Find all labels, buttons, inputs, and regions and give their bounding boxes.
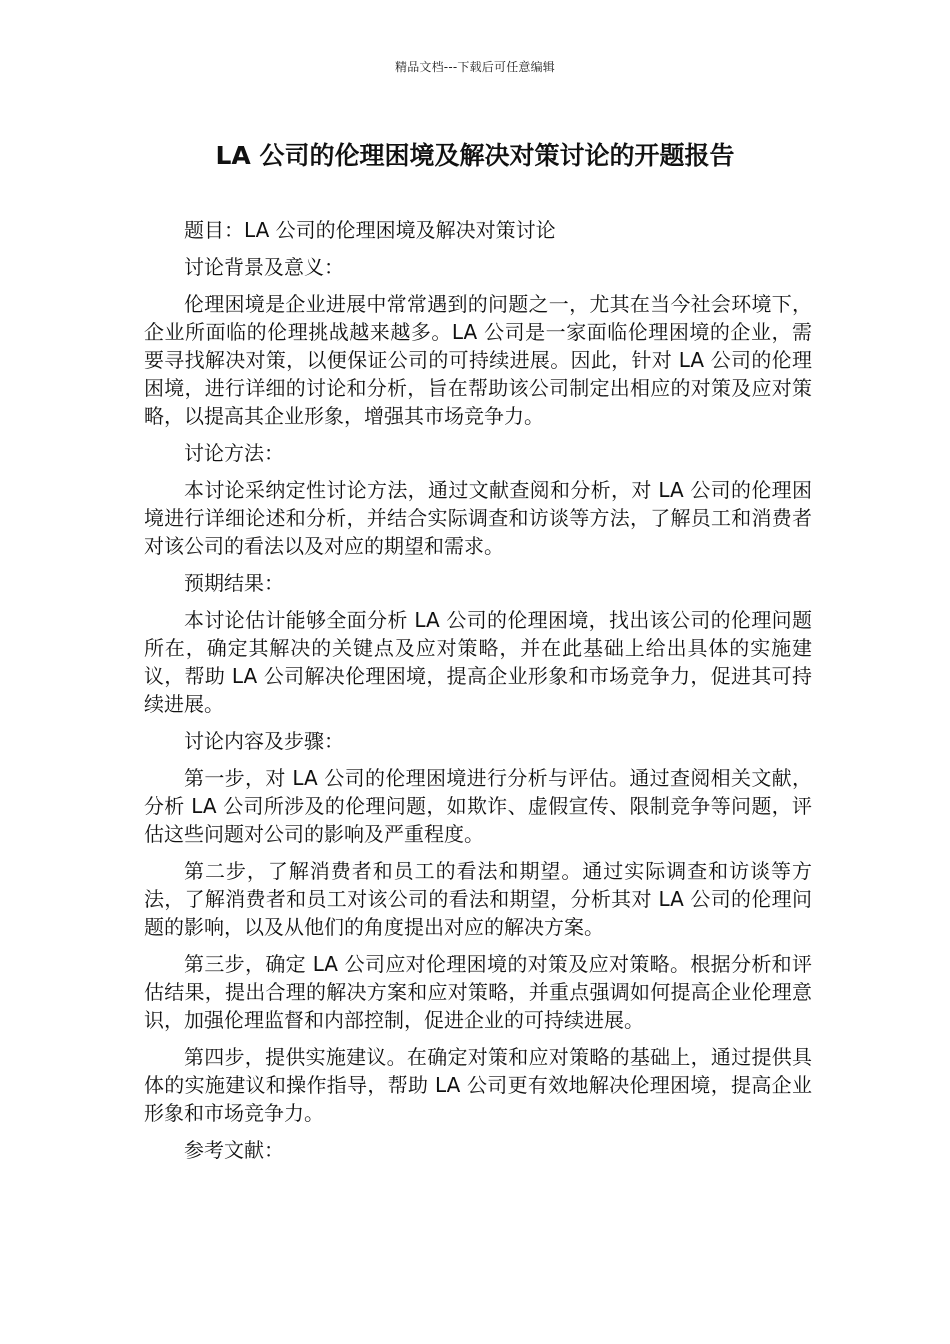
- topic-line: 题目：LA 公司的伦理困境及解决对策讨论: [184, 218, 556, 242]
- background-paragraph: 伦理困境是企业进展中常常遇到的问题之一，尤其在当今社会环境下，企业所面临的伦理挑战越来越多。LA 公司是一家面临伦理困境的企业，需要寻找解决对策，以便保证公司的可持续进展。因此，针对 LA 公司的伦理困境，进行详细的讨论和分析，旨在帮助该公司制定出相应的对策及应对策略，以提高其企业形象，增强其市场竞争力。: [144, 292, 812, 428]
- document-title: LA 公司的伦理困境及解决对策讨论的开题报告: [215, 141, 735, 170]
- document-body: [144, 216, 812, 1173]
- step-paragraph-3: 第三步，确定 LA 公司应对伦理困境的对策及应对策略。根据分析和评估结果，提出合理的解决方案和应对策略，并重点强调如何提高企业伦理意识，加强伦理监督和内部控制，促进企业的可持续进展。: [144, 952, 812, 1032]
- step-paragraph-2: 第二步，了解消费者和员工的看法和期望。通过实际调查和访谈等方法，了解消费者和员工对该公司的看法和期望，分析其对 LA 公司的伦理问题的影响，以及从他们的角度提出对应的解决方案。: [144, 859, 812, 939]
- method-heading: 讨论方法：: [184, 441, 284, 465]
- header-note: 精品文档---下载后可任意编辑: [395, 60, 555, 74]
- step-paragraph-4: 第四步，提供实施建议。在确定对策和应对策略的基础上，通过提供具体的实施建议和操作指导，帮助 LA 公司更有效地解决伦理困境，提高企业形象和市场竞争力。: [144, 1045, 812, 1125]
- content-heading: 讨论内容及步骤：: [184, 729, 344, 753]
- step-paragraph-1: 第一步，对 LA 公司的伦理困境进行分析与评估。通过查阅相关文献，分析 LA 公司所涉及的伦理问题，如欺诈、虚假宣传、限制竞争等问题，评估这些问题对公司的影响及严重程度。: [144, 766, 812, 846]
- expected-heading: 预期结果：: [184, 571, 284, 595]
- background-heading: 讨论背景及意义：: [184, 255, 344, 279]
- expected-paragraph: 本讨论估计能够全面分析 LA 公司的伦理困境，找出该公司的伦理问题所在，确定其解决的关键点及应对策略，并在此基础上给出具体的实施建议，帮助 LA 公司解决伦理困境，提高企业形象和市场竞争力，促进其可持续进展。: [144, 608, 812, 716]
- references-heading: 参考文献：: [184, 1138, 284, 1162]
- method-paragraph: 本讨论采纳定性讨论方法，通过文献查阅和分析，对 LA 公司的伦理困境进行详细论述和分析，并结合实际调查和访谈等方法，了解员工和消费者对该公司的看法以及对应的期望和需求。: [144, 478, 812, 558]
